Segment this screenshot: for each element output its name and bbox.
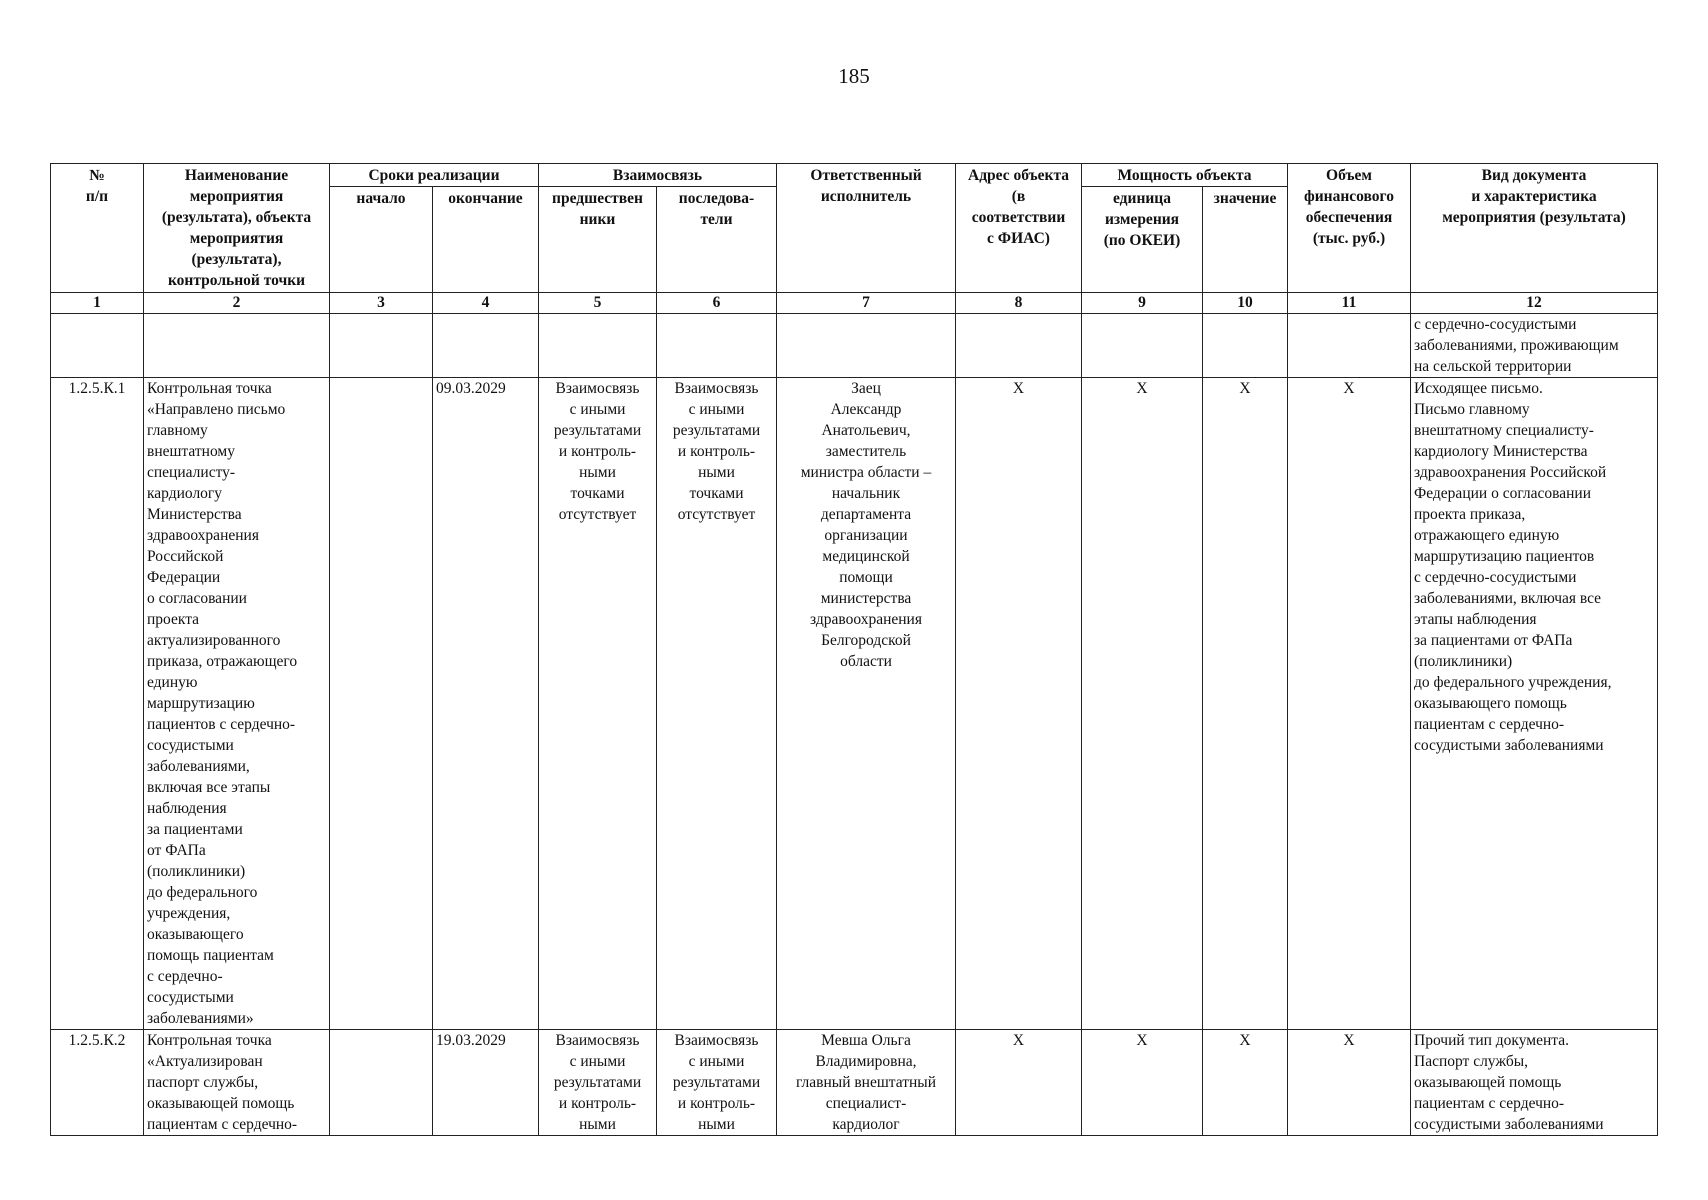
header-relation: Взаимосвязь: [539, 164, 777, 187]
header-start: начало: [330, 187, 433, 293]
doc-type-cell: с сердечно-сосудистыми заболеваниями, проживающим на сельской территории: [1411, 314, 1658, 378]
activities-table: [50, 163, 1658, 1136]
header-end: окончание: [433, 187, 539, 293]
header-capacity: Мощность объекта: [1082, 164, 1288, 187]
responsible-cell: Мевша Ольга Владимировна, главный внештатный специалист- кардиолог: [777, 1030, 956, 1136]
header-doc-type: Вид документа и характеристика мероприятия (результата): [1411, 164, 1658, 293]
col-num: 10: [1203, 293, 1288, 314]
header-successors: последова- тели: [657, 187, 777, 293]
header-num: № п/п: [51, 164, 144, 293]
name-cell: Контрольная точка «Актуализирован паспорт службы, оказывающей помощь пациентам с сердечно-: [144, 1030, 330, 1136]
value-cell: Х: [1203, 1030, 1288, 1136]
header-funding: Объем финансового обеспечения (тыс. руб.): [1288, 164, 1411, 293]
col-num: 5: [539, 293, 657, 314]
col-num: 4: [433, 293, 539, 314]
continuation-row: [51, 314, 1658, 378]
page-number: 185: [838, 64, 870, 88]
doc-type-cell: Прочий тип документа. Паспорт службы, оказывающей помощь пациентам с сердечно- сосудистыми заболеваниями: [1411, 1030, 1658, 1136]
header-responsible: Ответственный исполнитель: [777, 164, 956, 293]
address-cell: Х: [956, 378, 1082, 1030]
column-numbers-row: [51, 293, 1658, 314]
header-row-1: [51, 164, 1658, 187]
predecessors-cell: Взаимосвязь с иными результатами и контроль- ными точками отсутствует: [539, 378, 657, 1030]
col-num: 9: [1082, 293, 1203, 314]
doc-type-cell: Исходящее письмо. Письмо главному внештатному специалисту- кардиологу Министерства здравоохранения Российской Федерации о согласовании проекта приказа, отражающего единую маршрутизацию пациентов с сердечно-сосудистыми заболеваниями, включая все этапы наблюдения за пациентами от ФАПа (поликлиники) до федерального учреждения, оказывающего помощь пациентам с сердечно- сосудистыми заболеваниями: [1411, 378, 1658, 1030]
row-id: 1.2.5.К.1: [51, 378, 144, 1030]
row-id: 1.2.5.К.2: [51, 1030, 144, 1136]
address-cell: Х: [956, 1030, 1082, 1136]
header-predecessors: предшествен ники: [539, 187, 657, 293]
name-cell: Контрольная точка «Направлено письмо главному внештатному специалисту- кардиологу Министерства здравоохранения Российской Федерации о согласовании проекта актуализированного приказа, отражающего единую маршрутизацию пациентов с сердечно- сосудистыми заболеваниями, включая все этапы наблюдения за пациентами от ФАПа (поликлиники) до федерального учреждения, оказывающего помощь пациентам с сердечно- сосудистыми заболеваниями»: [144, 378, 330, 1030]
start-cell: [330, 378, 433, 1030]
value-cell: Х: [1203, 378, 1288, 1030]
col-num: 11: [1288, 293, 1411, 314]
header-name: Наименование мероприятия (результата), объекта мероприятия (результата), контрольной точки: [144, 164, 330, 293]
funding-cell: Х: [1288, 1030, 1411, 1136]
responsible-cell: Заец Александр Анатольевич, заместитель министра области – начальник департамента организации медицинской помощи министерства здравоохранения Белгородской области: [777, 378, 956, 1030]
header-terms: Сроки реализации: [330, 164, 539, 187]
unit-cell: Х: [1082, 378, 1203, 1030]
col-num: 2: [144, 293, 330, 314]
col-num: 8: [956, 293, 1082, 314]
unit-cell: Х: [1082, 1030, 1203, 1136]
col-num: 7: [777, 293, 956, 314]
successors-cell: Взаимосвязь с иными результатами и контроль- ными: [657, 1030, 777, 1136]
header-address: Адрес объекта (в соответствии с ФИАС): [956, 164, 1082, 293]
start-cell: [330, 1030, 433, 1136]
col-num: 3: [330, 293, 433, 314]
header-value: значение: [1203, 187, 1288, 293]
end-cell: 19.03.2029: [433, 1030, 539, 1136]
predecessors-cell: Взаимосвязь с иными результатами и контроль- ными: [539, 1030, 657, 1136]
col-num: 6: [657, 293, 777, 314]
col-num: 12: [1411, 293, 1658, 314]
table-row: [51, 378, 1658, 1030]
table-row: [51, 1030, 1658, 1136]
col-num: 1: [51, 293, 144, 314]
end-cell: 09.03.2029: [433, 378, 539, 1030]
funding-cell: Х: [1288, 378, 1411, 1030]
successors-cell: Взаимосвязь с иными результатами и контроль- ными точками отсутствует: [657, 378, 777, 1030]
header-unit: единица измерения (по ОКЕИ): [1082, 187, 1203, 293]
